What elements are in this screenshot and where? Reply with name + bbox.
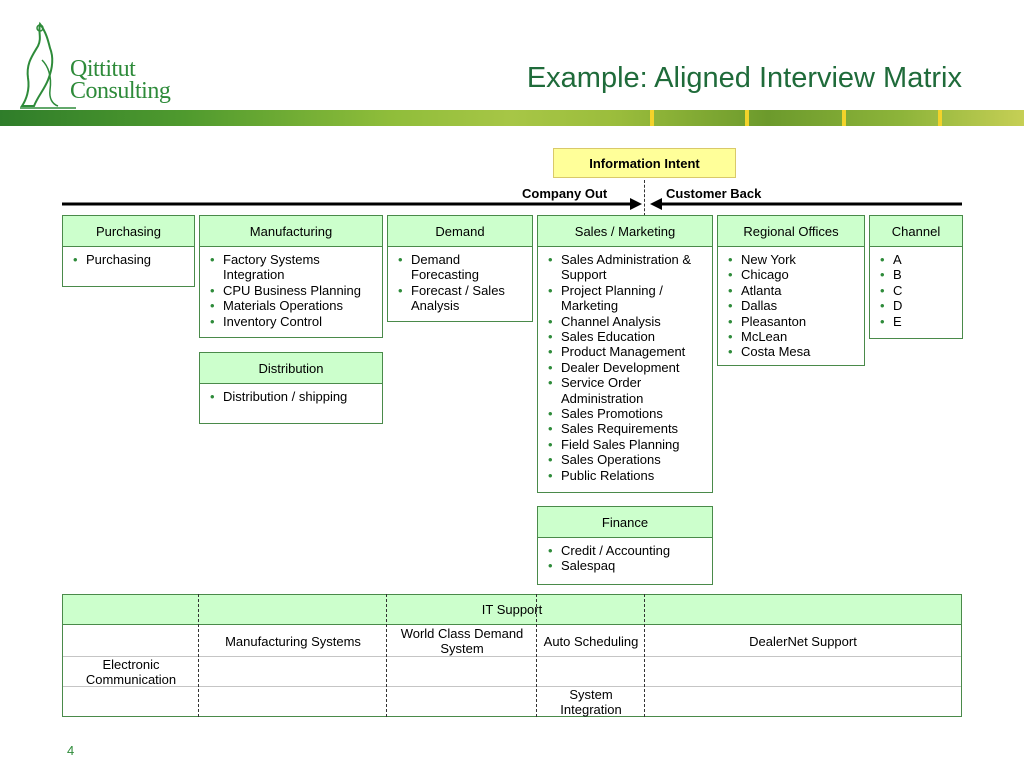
- list-item: • Channel Analysis: [548, 314, 708, 329]
- list-item: • Pleasanton: [728, 314, 860, 329]
- list-item: • Sales Requirements: [548, 421, 708, 436]
- list-item: • Dealer Development: [548, 360, 708, 375]
- list-item: • Product Management: [548, 344, 708, 359]
- regional-offices-header: Regional Offices: [718, 216, 864, 247]
- distribution-header: Distribution: [200, 353, 382, 384]
- list-item: • D: [880, 298, 958, 313]
- channel-list: [870, 247, 962, 329]
- company-out-arrowhead: [630, 198, 642, 210]
- sales-marketing-list: [538, 247, 712, 483]
- system-integration-cell: System Integration: [560, 687, 622, 717]
- list-item: • Sales Administration & Support: [548, 252, 708, 283]
- list-item: • Factory Systems Integration: [210, 252, 378, 283]
- dealernet-support-cell: DealerNet Support: [749, 633, 857, 649]
- finance-box: [537, 506, 713, 585]
- list-item: • Project Planning / Marketing: [548, 283, 708, 314]
- finance-header: Finance: [538, 507, 712, 538]
- finance-list: [538, 538, 712, 574]
- purchasing-header: Purchasing: [63, 216, 194, 247]
- company-out-label: Company Out: [522, 186, 608, 201]
- list-item: • Credit / Accounting: [548, 543, 708, 558]
- list-item: • Dallas: [728, 298, 860, 313]
- manufacturing-systems-cell: Manufacturing Systems: [225, 633, 361, 649]
- regional-offices-list: [718, 247, 864, 360]
- page-title: Example: Aligned Interview Matrix: [526, 62, 962, 94]
- list-item: • Chicago: [728, 267, 860, 282]
- distribution-box: [199, 352, 383, 424]
- list-item: • Costa Mesa: [728, 344, 860, 359]
- purchasing-box: [62, 215, 195, 287]
- list-item: • C: [880, 283, 958, 298]
- page-number: 4: [67, 743, 75, 758]
- list-item: • Salespaq: [548, 558, 708, 573]
- information-intent-label: Information Intent: [553, 148, 736, 178]
- sales-marketing-header: Sales / Marketing: [538, 216, 712, 247]
- list-item: • Forecast / Sales Analysis: [398, 283, 528, 314]
- list-item: • B: [880, 267, 958, 282]
- list-item: • Materials Operations: [210, 298, 378, 313]
- list-item: • Sales Operations: [548, 452, 708, 467]
- logo-line-1: Qittitut: [70, 56, 136, 82]
- list-item: • Sales Promotions: [548, 406, 708, 421]
- list-item: • McLean: [728, 329, 860, 344]
- channel-header: Channel: [870, 216, 962, 247]
- sales-marketing-box: [537, 215, 713, 493]
- column-divider: [644, 594, 645, 717]
- list-item: • Distribution / shipping: [210, 389, 378, 404]
- it-support-table: [62, 594, 962, 717]
- list-item: • Demand Forecasting: [398, 252, 528, 283]
- customer-back-label: Customer Back: [666, 186, 762, 201]
- column-divider: [198, 594, 199, 717]
- demand-box: [387, 215, 533, 322]
- list-item: • Public Relations: [548, 468, 708, 483]
- list-item: • New York: [728, 252, 860, 267]
- list-item: • E: [880, 314, 958, 329]
- list-item: • Field Sales Planning: [548, 437, 708, 452]
- center-divider: [644, 180, 645, 216]
- list-item: • Atlanta: [728, 283, 860, 298]
- list-item: • CPU Business Planning: [210, 283, 378, 298]
- it-support-header: IT Support: [63, 595, 961, 625]
- manufacturing-box: [199, 215, 383, 338]
- auto-scheduling-cell: Auto Scheduling: [543, 633, 639, 649]
- list-item: • Purchasing: [73, 252, 190, 267]
- channel-box: [869, 215, 963, 339]
- purchasing-list: [63, 247, 194, 267]
- logo-line-2: Consulting: [70, 78, 171, 104]
- customer-back-arrowhead: [650, 198, 662, 210]
- list-item: • Service Order Administration: [548, 375, 708, 406]
- column-divider: [536, 594, 537, 717]
- list-item: • A: [880, 252, 958, 267]
- manufacturing-header: Manufacturing: [200, 216, 382, 247]
- distribution-list: [200, 384, 382, 404]
- manufacturing-list: [200, 247, 382, 329]
- list-item: • Sales Education: [548, 329, 708, 344]
- demand-list: [388, 247, 532, 314]
- electronic-communication-cell: Electronic Communication: [85, 656, 177, 687]
- list-item: • Inventory Control: [210, 314, 378, 329]
- world-class-demand-cell: World Class Demand System: [400, 626, 524, 656]
- demand-header: Demand: [388, 216, 532, 247]
- regional-offices-box: [717, 215, 865, 366]
- column-divider: [386, 594, 387, 717]
